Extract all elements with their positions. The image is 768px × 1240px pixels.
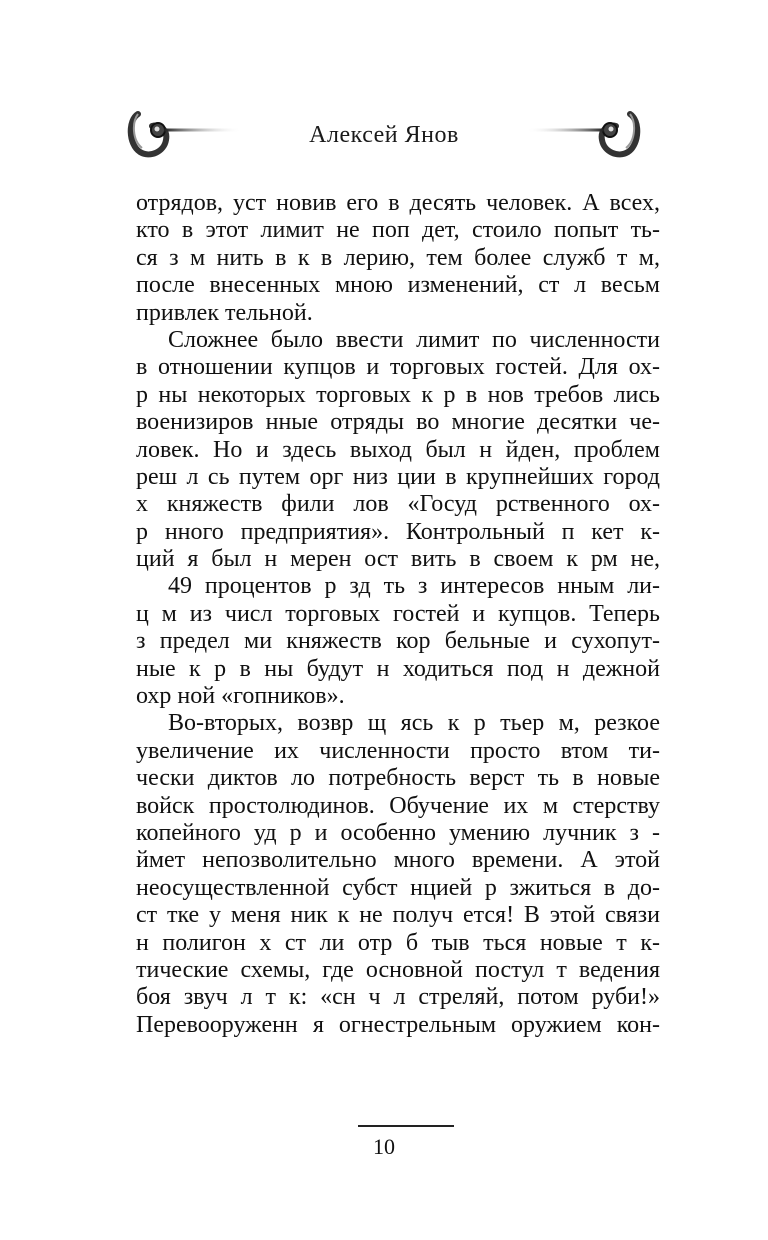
text-line: Во-вторых, возвр щ ясь к р тьер м, резкое: [168, 710, 660, 737]
text-line: неосуществленной субст нцией р зжиться в до-: [136, 874, 660, 901]
text-line: Перевооруженн я огнестрельным оружием кон-: [136, 1011, 660, 1038]
text-line: войск простолюдинов. Обучение их м стерству: [136, 792, 660, 819]
text-line: н полигон х ст ли отр б тыв ться новые т к-: [136, 929, 660, 956]
text-line: з предел ми княжеств кор бельные и сухопут-: [136, 628, 660, 655]
text-line: ные к р в ны будут н ходиться под н дежной: [136, 655, 660, 682]
footer-divider: [358, 1125, 454, 1127]
text-line: ся з м нить в к в лерию, тем более служб т м,: [136, 244, 660, 271]
text-line: ций я был н мерен ост вить в своем к рм не,: [136, 546, 660, 573]
text-line: ц м из числ торговых гостей и купцов. Теперь: [136, 600, 660, 627]
text-line: кто в этот лимит не поп дет, стоило попыт ть-: [136, 217, 660, 244]
right-header-ornament-icon: [524, 100, 644, 164]
text-line: х княжеств фили лов «Госуд рственного ох-: [136, 491, 660, 518]
text-line: р ны некоторых торговых к р в нов требов лись: [136, 381, 660, 408]
text-line: ст тке у меня ник к не получ ется! В этой связи: [136, 902, 660, 929]
text-line: р нного предприятия». Контрольный п кет к-: [136, 518, 660, 545]
text-line: в отношении купцов и торговых гостей. Для ох-: [136, 354, 660, 381]
text-line: отрядов, уст новив его в десять человек. А всех,: [136, 190, 660, 216]
text-line: реш л сь путем орг низ ции в крупнейших город: [136, 463, 660, 490]
body-text: [136, 190, 660, 1039]
text-line: увеличение их численности просто втом ти-: [136, 737, 660, 764]
text-line: охр ной «гопников».: [136, 683, 345, 710]
running-head: Алексей Янов: [309, 122, 459, 148]
text-line: 49 процентов р зд ть з интересов нным ли-: [168, 573, 660, 600]
text-line: после внесенных мною изменений, ст л весьм: [136, 272, 660, 299]
text-line: копейного уд р и особенно умению лучник з -: [136, 819, 660, 846]
text-line: чески диктов ло потребность верст ть в новые: [136, 765, 660, 792]
text-line: ймет непозволительно много времени. А этой: [136, 847, 660, 874]
text-line: военизиров нные отряды во многие десятки че-: [136, 409, 660, 436]
text-line: тические схемы, где основной постул т ведения: [136, 956, 660, 983]
text-line: боя звуч л т к: «сн ч л стреляй, потом руби!»: [136, 984, 660, 1011]
text-line: привлек тельной.: [136, 299, 313, 326]
page-number: 10: [373, 1134, 395, 1159]
text-line: Сложнее было ввести лимит по численности: [168, 326, 660, 353]
text-line: ловек. Но и здесь выход был н йден, проблем: [136, 436, 660, 463]
